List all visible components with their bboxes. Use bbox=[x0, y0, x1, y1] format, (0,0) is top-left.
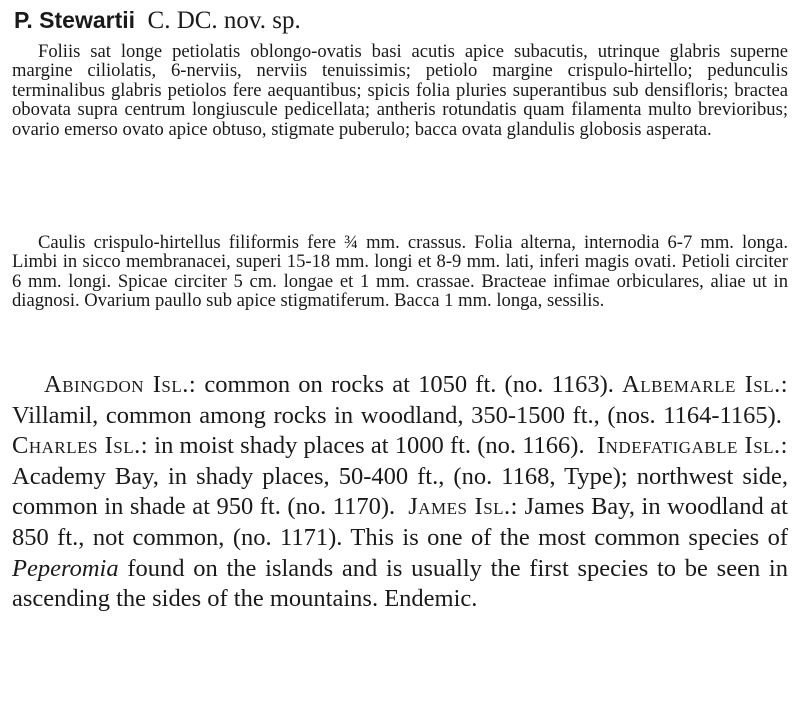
closing-text-part2: found on the islands and is usually the first species to be seen in ascending the sides of the mountains. Endemic. bbox=[12, 554, 788, 613]
indefatigable-island-label: Indefatigable Isl.: bbox=[596, 432, 788, 460]
species-heading bbox=[14, 4, 301, 37]
albemarle-island-text: Villamil, common among rocks in woodland, 350-1500 ft., (nos. 1164-1165). bbox=[12, 401, 782, 429]
abingdon-island-label: Abingdon Isl.: bbox=[44, 371, 197, 398]
genus-name: Peperomia bbox=[12, 554, 119, 582]
latin-diagnosis: Foliis sat longe petiolatis oblongo-ovatis basi acutis apice subacutis, utrinque glabris superne margine ciliolatis, 6-nerviis, nerviis tenuissimis; petiolo margine crispulo-hirtello; pedunculis terminalibus glabris petiolos fere aequantibus; spicis folia pluries superantibus sub densifloris; bractea obovata supra centrum longiuscule pedicellata; antheris rotundatis quam filamenta multo brevioribus; ovario emerso ovato apice obtuso, stigmate puberulo; bacca ovata glandulis globosis asperata. bbox=[12, 41, 788, 140]
indefatigable-island-text: Academy Bay, in shady places, 50-400 ft., (no. 1168, Type); northwest side, common in shade at 950 ft. (no. 1170). bbox=[12, 462, 788, 521]
latin-description: Caulis crispulo-hirtellus filiformis fere ¾ mm. crassus. Folia alterna, internodia 6-7 mm. longa. Limbi in sicco membranacei, superi 15-18 mm. longi et 8-9 mm. lati, inferi magis ovati. Petioli circiter 6 mm. longi. Spicae circiter 5 cm. longae et 1 mm. crassae. Bracteae infimae orbiculares, aliae ut in diagnosi. Ovarium paullo sub apice stigmatiferum. Bacca 1 mm. longa, sessilis. bbox=[12, 232, 788, 312]
species-author: C. DC. nov. sp. bbox=[147, 7, 301, 34]
closing-text-part1: This is one of the most common species of bbox=[342, 523, 788, 551]
species-name: P. Stewartii bbox=[14, 7, 136, 33]
james-island-label: James Isl.: bbox=[408, 493, 518, 521]
localities-paragraph bbox=[12, 370, 788, 615]
charles-island-text: in moist shady places at 1000 ft. (no. 1166). bbox=[148, 432, 585, 460]
abingdon-island-text: common on rocks at 1050 ft. (no. 1163). bbox=[196, 371, 614, 398]
albemarle-island-label: Albemarle Isl.: bbox=[622, 371, 789, 398]
charles-island-label: Charles Isl.: bbox=[12, 432, 149, 460]
james-island-text: James Bay, in woodland at 850 ft., not common, (no. 1171). bbox=[12, 493, 788, 551]
